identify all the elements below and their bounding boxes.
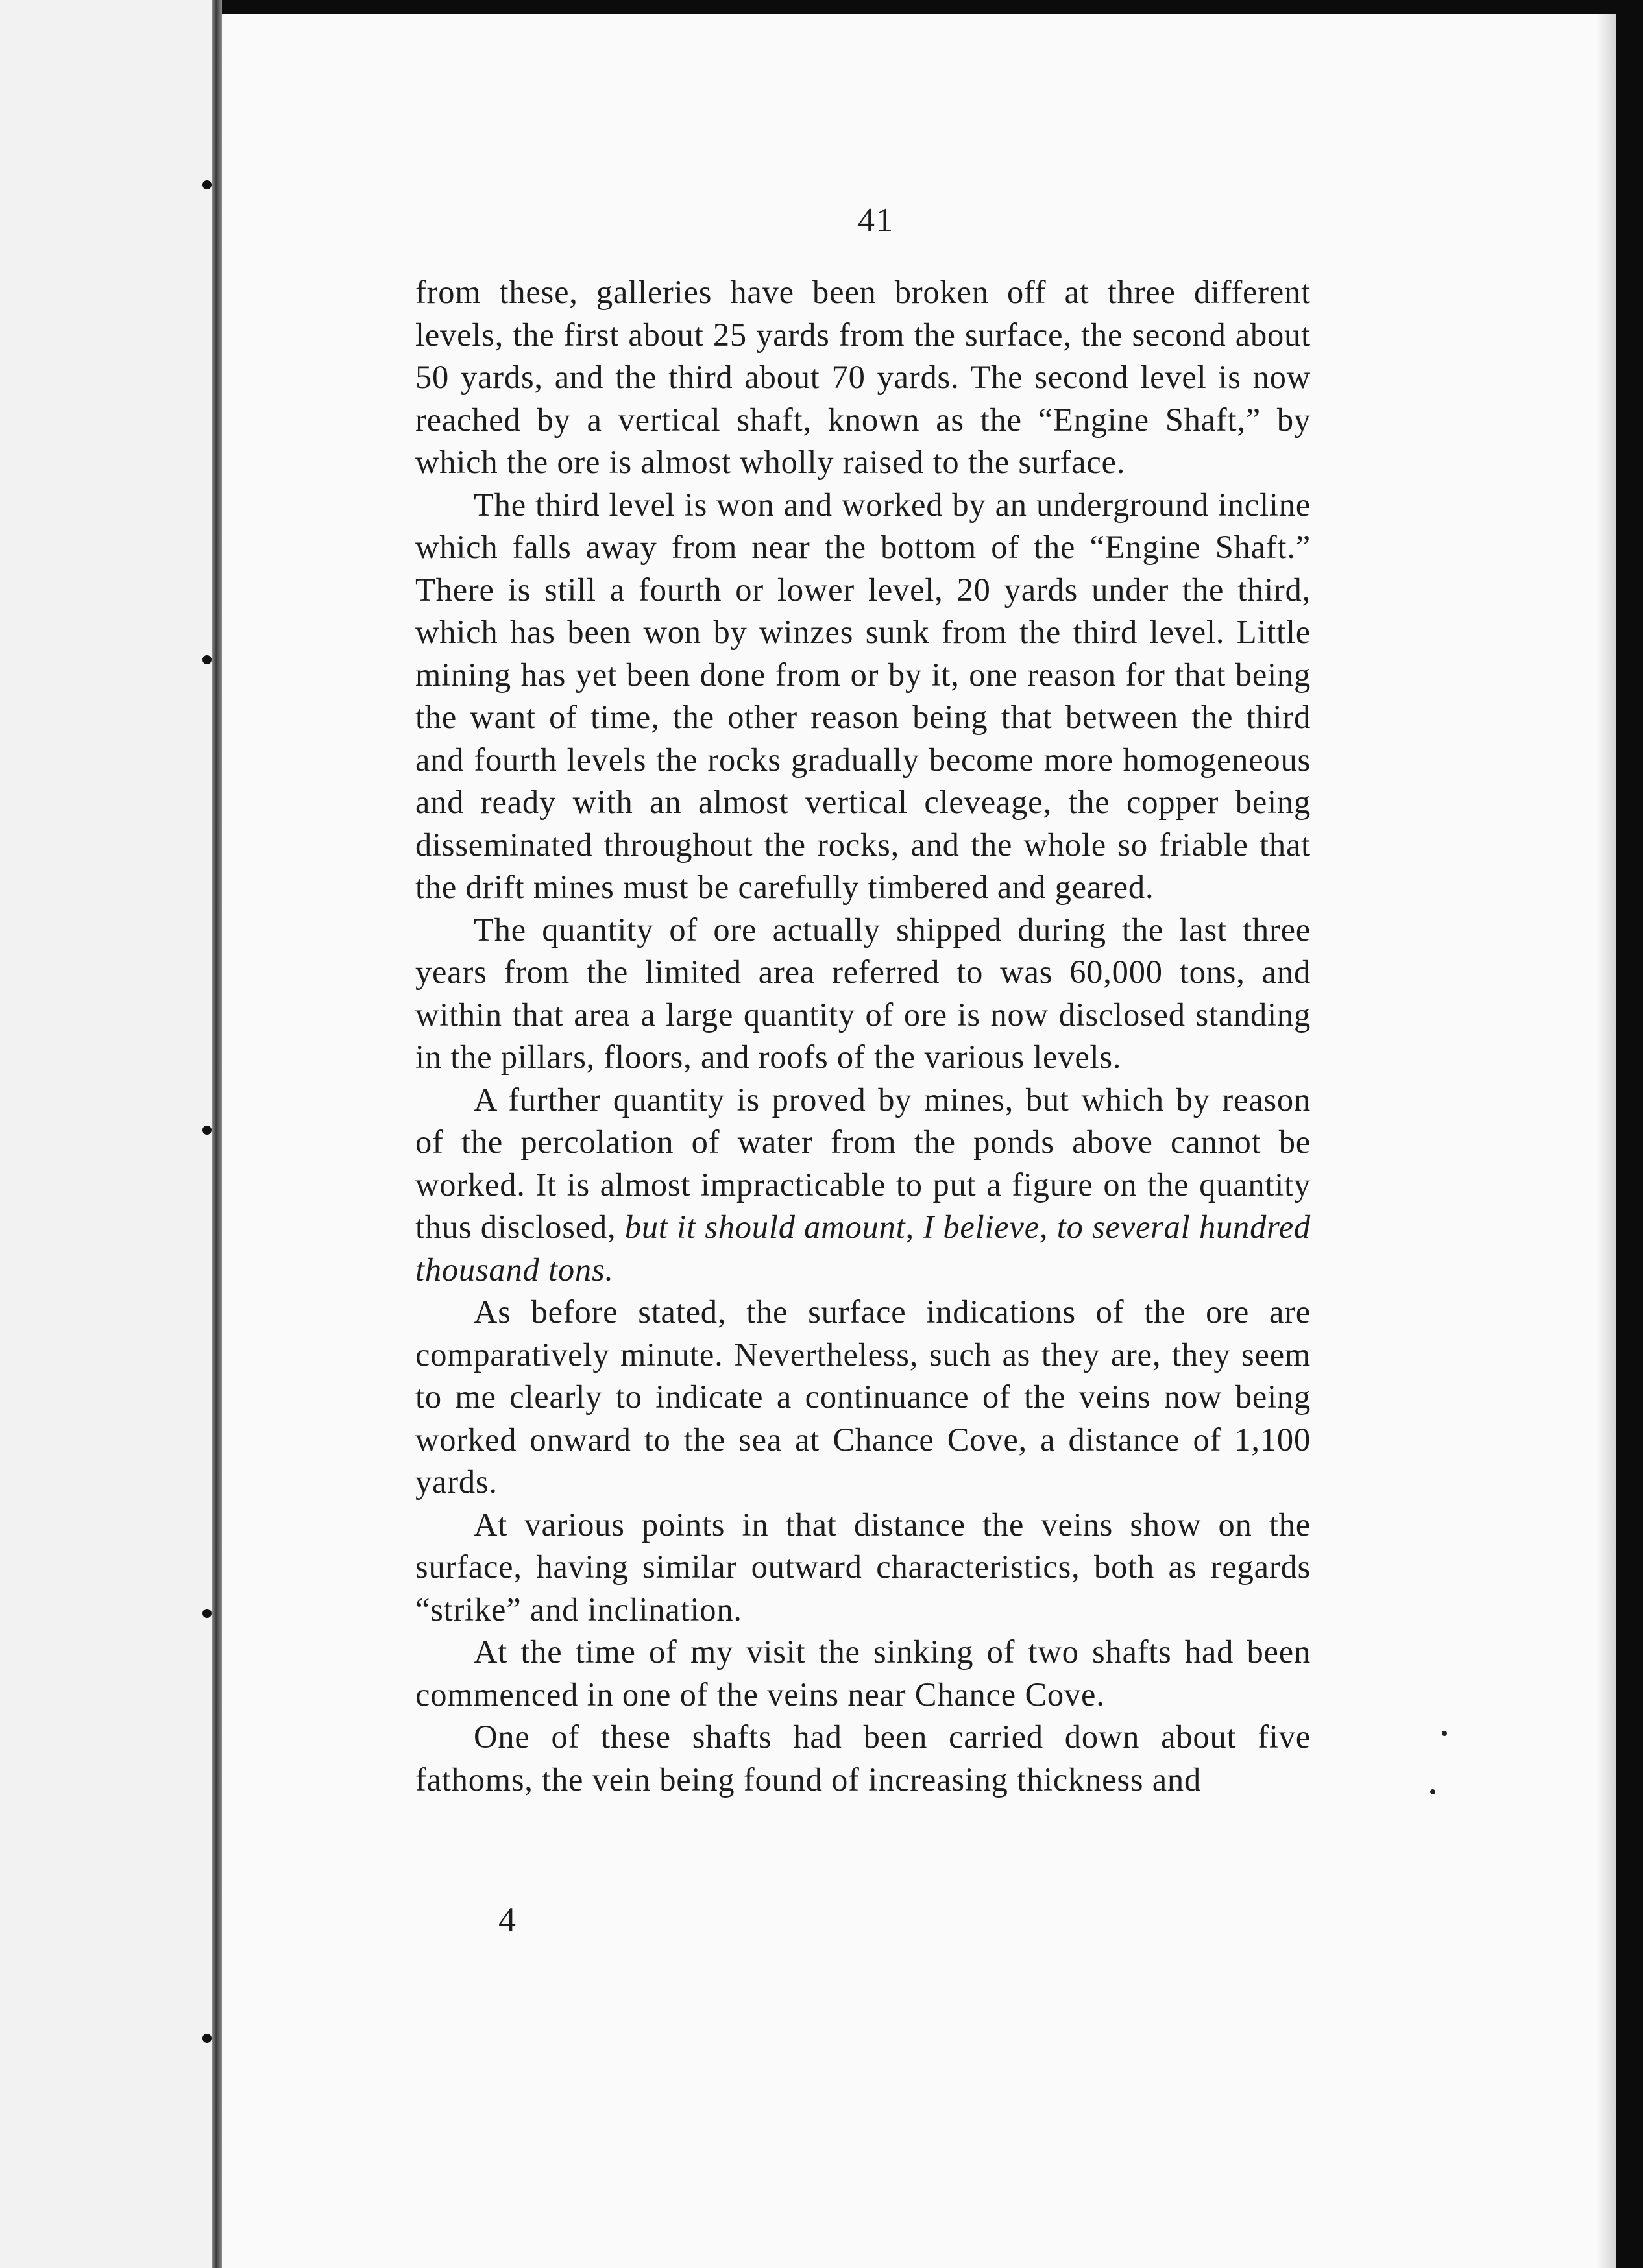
gutter-mark — [202, 2034, 212, 2043]
page-number: 41 — [858, 202, 894, 239]
paragraph — [415, 1716, 1311, 1801]
page-edge-shadow — [1596, 14, 1616, 2268]
paragraph — [415, 271, 1311, 484]
paragraph — [415, 1079, 1311, 1292]
text-run: The quantity of ore actually shipped during the last three years from the limited area referred to was 60,000 tons, and within that area a large quantity of ore is now disclosed standing in the pillars, floors, and roofs of the various levels. — [415, 911, 1311, 1075]
gutter-mark — [202, 1126, 212, 1135]
scan-speck — [1442, 1731, 1447, 1736]
scan-speck — [1430, 1789, 1435, 1794]
paragraph — [415, 1631, 1311, 1716]
paragraph — [415, 909, 1311, 1079]
text-run: One of these shafts had been carried down about five fathoms, the vein being found of increasing thickness and — [415, 1719, 1311, 1798]
scan-border-right — [1616, 0, 1643, 2268]
gutter-mark — [202, 1609, 212, 1618]
scan-border-top — [222, 0, 1643, 14]
paragraph — [415, 1504, 1311, 1632]
book-gutter — [212, 0, 222, 2268]
text-run: The third level is won and worked by an underground incline which falls away from near the bottom of the “Engine Shaft.” There is still a fourth or lower level, 20 yards under the third, which has been won by winzes sunk from the third level. Little mining has yet been done from or by it, one reason for that being the want of time, the other reason being that between the third and fourth levels the rocks gradually become more homogeneous and ready with an almost vertical cleveage, the copper being disseminated throughout the rocks, and the whole so friable that the drift mines must be carefully timbered and geared. — [415, 486, 1311, 905]
text-run: from these, galleries have been broken off at three different levels, the first about 25 yards from the surface, the second about 50 yards, and the third about 70 yards. The second level is now reached by a vertical shaft, known as the “Engine Shaft,” by which the ore is almost wholly raised to the surface. — [415, 274, 1311, 480]
text-run: As before stated, the surface indications of the ore are comparatively minute. Nevertheless, such as they are, they seem to me clearly to indicate a continuance of the veins now being worked onward to the sea at Chance Cove, a distance of 1,100 yards. — [415, 1294, 1311, 1500]
text-run: At the time of my visit the sinking of two shafts had been commenced in one of the veins near Chance Cove. — [415, 1634, 1311, 1713]
facing-page-edge — [0, 0, 215, 2268]
paragraph — [415, 1291, 1311, 1504]
body-text — [415, 271, 1311, 1801]
text-run: At various points in that distance the veins show on the surface, having similar outward characteristics, both as regards “strike” and inclination. — [415, 1506, 1311, 1628]
gutter-mark — [202, 655, 212, 664]
gutter-mark — [202, 180, 212, 189]
signature-mark: 4 — [498, 1900, 516, 1939]
text-run: A further quantity is proved by mines, but which by reason of the percolation of water from the ponds above cannot be worked. It is almost impracticable to put a figure on the quantity thus disclosed, — [415, 1081, 1311, 1245]
paragraph — [415, 484, 1311, 909]
italic-text-run: but it should amount, I believe, to several hundred thousand tons. — [415, 1209, 1311, 1288]
